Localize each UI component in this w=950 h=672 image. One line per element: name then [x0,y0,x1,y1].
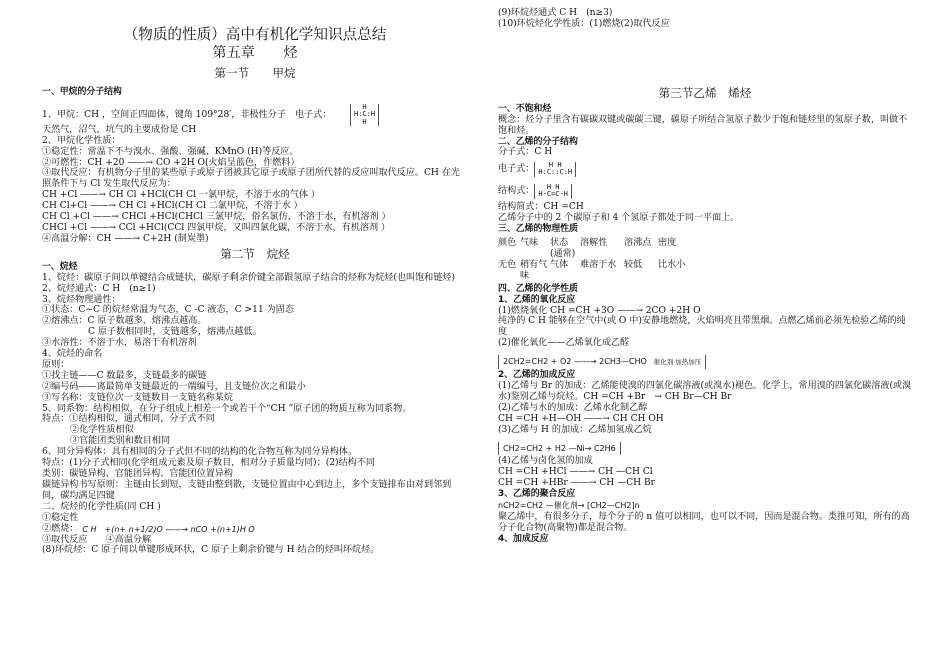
text-line: 6、同分异构体：具有相同的分子式但不同的结构的化合物互称为同分异构体。 [42,447,357,458]
text-line: 2、甲烷化学性质： [42,135,121,146]
table-header-cell: 溶沸点 [624,238,652,249]
text-line: CH =CH +HBr ——→ CH —CH Br [498,478,656,489]
hydrogenation-equation: CH2=CH2 + H2 —Ni→ C2H6 [503,443,616,453]
structural-formula-line [498,180,912,202]
text-line: 类别：碳链异构、官能团异构、官能团位置异构 [42,469,233,479]
formula-row: H-C=C-H [538,190,568,199]
text-line: (4)乙烯与卤化氢的加成 [498,456,593,467]
text-line: (8)环烷烃：C 原子间以单键形成环状，C 原子上剩余价键与 H 结合的烃叫环烷烃。 [42,545,380,556]
table-header-cell: 溶解性 [580,238,608,249]
text-paragraph: 1、烷烃：碳原子间以单键结合成链状，碳原子剩余价键全部跟氢原子结合的烃称为烷烃(也叫饱和链烃) [42,272,456,283]
text-line: (1)燃烧氧化 CH =CH +3O ——→ 2CO +2H O [498,305,701,316]
heading-unsaturated: 一、不饱和烃 [498,103,552,114]
section-2-body [42,273,468,557]
electron-formula-line [498,158,912,180]
s2-heading-alkane: 一、烷烃 [42,261,78,272]
cycloalkane-lines [498,8,912,30]
table-cell: 稍有气味 [520,259,548,281]
table-cell: 气体 [550,259,569,270]
text-line: CH Cl +Cl ——→ CHCl +HCl(CHCl 三氯甲烷，俗名氯仿，不溶于水，有机溶剂 ） [42,212,391,223]
subheading: 4、加成反应 [498,533,549,544]
section-3-heading: 第三节乙烯 烯烃 [658,85,752,100]
text-line: CH =CH +HCl ——→ CH —CH Cl [498,467,653,478]
text-line: 结构式： [498,185,535,196]
text-line: ②燃烧： [42,523,79,534]
text-line: ④高温分解：CH ——→ C+2H (制炭墨) [42,233,209,244]
table-header-cell: 气味 [520,238,539,249]
text-paragraph: 碳链异构书写原则：主链由长到短，支链由整到散，支链位置由中心到边上，多个支链排布由对到邻到间，碳均满足四键 [42,479,452,501]
text-line: (10)环烷烃化学性质：(1)燃烧(2)取代反应 [498,18,670,29]
text-line: 结构简式：CH =CH [498,202,584,213]
document-title: （物质的性质）高中有机化学知识点总结 [123,26,387,43]
hydrogenation-box [498,442,621,456]
table-cell: 无色 [498,259,517,270]
subheading: 1、乙烯的氧化反应 [498,294,576,305]
s1-heading-structure: 一、甲烷的分子结构 [42,87,122,97]
text-line: ②编号码——离最简单支链最近的一端编号，且支链位次之和最小 [42,381,306,392]
text-line: ③官能团类别和数目相同 [70,436,171,447]
text-line: C 原子数相同时，支链越多，熔沸点越低。 [88,327,262,338]
text-line: 特点：①结构相似，通式相同，分子式不同 [42,414,215,425]
text-line: 原则： [42,359,70,370]
right-column [498,0,912,545]
text-line: (2)乙烯与水的加成：乙烯水化制乙醇 [498,402,648,413]
subheading: 2、乙烯的加成反应 [498,370,576,381]
combustion-line [42,524,468,535]
combustion-equation: C H +(n+ n+1/2)O ——→ nCO +(n+1)H O [82,524,255,534]
reaction-condition: 催化剂 加热加压 [653,358,702,367]
left-column [42,0,468,556]
text-line: 乙烯分子中的 2 个碳原子和 4 个氢原子都处于同一平面上。 [498,213,740,224]
text-line: 电子式： [498,163,535,174]
table-header-cell: 状态(通常) [550,238,576,259]
heading-chemical-properties: 四、乙烯的化学性质 [498,283,578,294]
catalytic-oxidation-equation: 2CH2=CH2 + O2 ——→ 2CH3—CHO [503,357,647,367]
ethylene-structural-formula [534,184,572,199]
text-line: ①稳定性 [42,512,79,523]
text-line: 二、烷烃的化学性质(同 CH ) [42,501,161,512]
text-line: (9)环烷烃通式 C H (n≥3) [498,8,613,18]
text-line: 分子式：C H [498,147,553,158]
catalytic-oxidation-box [498,355,706,369]
text-paragraph: 聚乙烯中，有很多分子，每个分子的 n 值可以相同，也可以不同，因而是混合物。类推可知，所有的高分子化合物(高聚物)都是混合物。 [498,512,910,533]
text-line: ①找主链——C 数最多，支链最多的碳链 [42,370,207,381]
text-paragraph: 概念：烃分子里含有碳碳双键或碳碳三键，碳原子所结合氢原子数少于饱和链烃里的氢原子数，叫做不饱和烃。 [498,114,908,136]
table-cell: 较低 [624,259,643,270]
table-cell: 难溶于水 [580,259,617,270]
formula-row: H [362,117,367,126]
text-line: ①状态：C~C 的烷烃常温为气态，C -C 液态，C >11 为固态 [42,305,294,316]
chapter-heading: 第五章 烃 [212,45,298,61]
text-line: 5、同系物：结构相似，在分子组成上相差一个或若干个“CH ”原子团的物质互称为同系物。 [42,403,412,414]
text-line: ②熔沸点：C 原子数越多，熔沸点越高。 [42,316,207,327]
text-line: CH +Cl ——→ CH Cl +HCl(CH Cl 一氯甲烷，不溶于水的气体 ） [42,190,320,201]
text-paragraph: 纯净的 C H 能够在空气中(或 O 中)安静地燃烧，火焰明亮且带黑烟。点燃乙烯前必须先检验乙烯的纯度 [498,316,906,338]
table-header-cell: 密度 [658,238,677,249]
heading-physical-properties: 三、乙烯的物理性质 [498,224,578,235]
physical-properties-table [498,238,912,282]
heading-ethylene-structure: 二、乙烯的分子结构 [498,136,578,147]
text-paragraph: (1)乙烯与 Br 的加成：乙烯能使溴的四氯化碳溶液(或溴水)褪色。化学上，常用溴的四氯化碳溶液(或溴水)鉴别乙烯与烷烃。CH =CH +Br → CH Br—CH Br [498,381,912,402]
section-1-body [42,110,468,245]
text-line: ③写名称：支链位次一支链数目一支链名称某烷 [42,392,233,403]
text-line: (3)乙烯与 H 的加成：乙烯加氢成乙烷 [498,424,652,435]
text-line: ③取代反应 ④高温分解 [42,534,152,545]
section-2-heading: 第二节 烷烃 [220,246,290,261]
text-line: 1、甲烷：CH ，空间正四面体，键角 109°28′，非极性分子 电子式： [42,109,332,120]
text-line: ②化学性质相似 [70,425,134,436]
text-line: 特点：(1)分子式相同(化学组成元素及原子数目，相对分子质量均同)；(2)结构不同 [42,458,375,469]
subheading: 3、乙烯的聚合反应 [498,489,576,500]
table-cell: 比水小 [658,259,686,270]
formula-row: H H [546,182,560,191]
ethylene-electron-formula [534,162,576,177]
text-line: ①稳定性：常温下不与溴水、强酸、强碱、KMnO (H)等反应。 [42,146,299,157]
formula-row: H:C::C:H [538,168,573,177]
section-1-heading: 第一节 甲烷 [214,66,296,80]
chemical-properties-body [498,295,912,545]
text-paragraph: ③取代反应：有机物分子里的某些原子或原子团被其它原子或原子团所代替的反应叫取代反应。CH 在光照条件下与 Cl 发生取代反应为： [42,168,460,190]
table-header-cell: 颜色 [498,238,517,249]
text-line: 2、烷烃通式：C H (n≥1) [42,283,156,294]
polymerization-line [498,500,912,512]
text-line: ②可燃性：CH +20 ——→ CO +2H O(火焰呈蓝色，作燃料） [42,157,300,168]
formula-row: H [362,102,367,111]
methane-electron-formula [350,104,379,127]
text-line: ③水溶性：不溶于水，易溶于有机溶剂 [42,338,197,349]
text-line: CHCl +Cl ——→ CCl +HCl(CCl 四氯甲烷，又叫四氯化碳，不溶于水，有机溶剂 ） [42,222,391,233]
text-line: (2)催化氧化——乙烯氧化成乙醛 [498,338,630,349]
text-line: 3、烷烃物理通性： [42,294,121,305]
text-line: 4、烷烃的命名 [42,349,103,360]
text-line: CH Cl+Cl ——→ CH Cl +HCl(CH Cl 二氯甲烷，不溶于水 ） [42,201,303,212]
formula-row: H:C:H [354,110,376,119]
text-line: CH =CH +H—OH ——→ CH CH OH [498,413,664,424]
polymerization-equation: nCH2=CH2 —催化剂→ [CH2—CH2]n [498,501,640,511]
text-line: 天然气，沼气，坑气的主要成份是 CH [42,124,197,135]
formula-row: H H [548,160,562,169]
